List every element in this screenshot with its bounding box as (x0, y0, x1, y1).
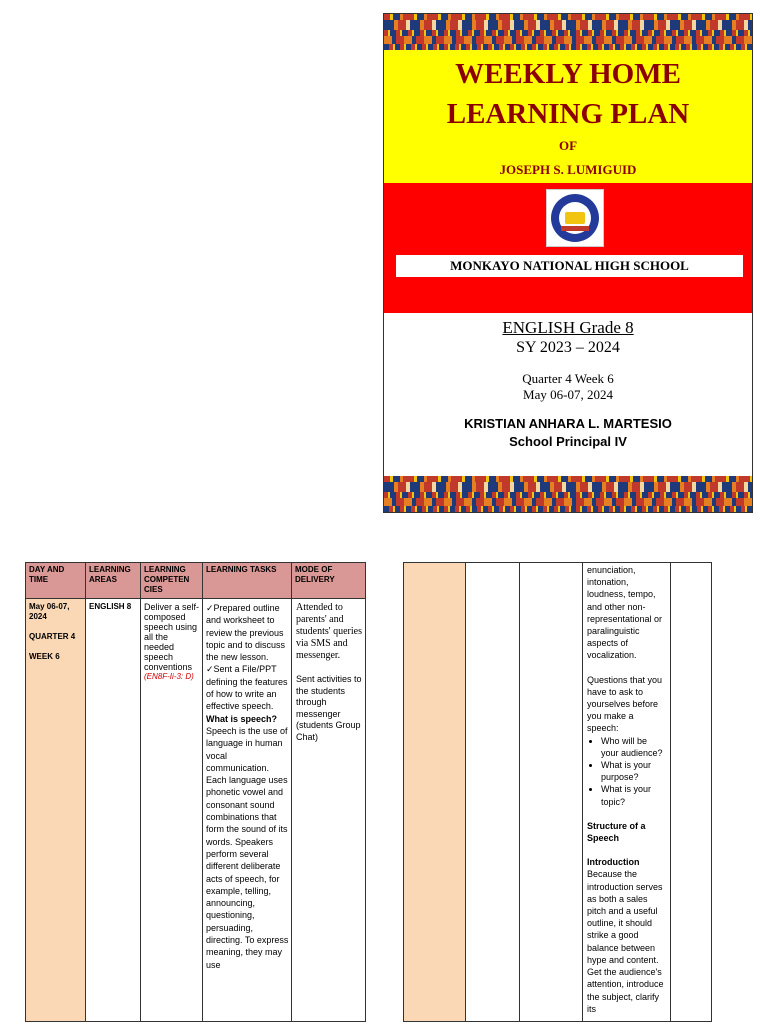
cover-title-line1: WEEKLY HOME (455, 58, 681, 90)
subject: ENGLISH Grade 8 (502, 318, 634, 337)
plan-table-page2 (403, 562, 712, 1022)
principal-name: KRISTIAN ANHARA L. MARTESIO (464, 416, 672, 431)
cover-school-block (384, 183, 752, 313)
introduction-heading: Introduction (587, 857, 640, 868)
tasks-cell (203, 600, 292, 973)
day-cell (26, 600, 86, 664)
header-competencies: LEARNING COMPETEN CIES (141, 563, 203, 599)
introduction-body: Because the introduction serves as both a sales pitch and a useful outline, it should strike a good balance between hype and content. Get the audience's attention, introduce the subject, clarify its (587, 869, 664, 1014)
school-name: MONKAYO NATIONAL HIGH SCHOOL (396, 255, 743, 277)
tasks-continued-cell (583, 563, 671, 1016)
top-ethnic-border (384, 14, 752, 50)
bottom-ethnic-border (384, 476, 752, 512)
questions-intro: Questions that you have to ask to yourselves before you make a speech: (587, 674, 663, 734)
teacher-name: JOSEPH S. LUMIGUID (499, 162, 637, 177)
competency-cell (141, 600, 203, 684)
delivery-column-continued (671, 563, 712, 1021)
question-item: • What is your purpose? (601, 759, 667, 783)
plan-table-page1 (25, 562, 366, 1022)
quarter-week: Quarter 4 Week 6 (522, 371, 614, 386)
school-year: SY 2023 – 2024 (516, 339, 620, 356)
day-week: WEEK 6 (29, 652, 60, 661)
question-item: • What is your topic? (601, 783, 667, 807)
header-day-time: DAY AND TIME (26, 563, 86, 599)
questions-list (587, 735, 667, 808)
principal-position: School Principal IV (509, 434, 627, 449)
cover-of: OF (558, 138, 578, 153)
header-learning-tasks: LEARNING TASKS (203, 563, 292, 599)
delivery-activities: Sent activities to the students through messenger (students Group Chat) (296, 674, 362, 742)
task-outline: ✓Prepared outline and worksheet to review the previous topic and to discuss the new lesson. (206, 603, 286, 663)
delivery-queries: Attended to parents' and students' queries via SMS and messenger. (296, 602, 362, 661)
day-column-continued (404, 563, 466, 1021)
cover-title-block (384, 50, 752, 183)
area-column (86, 563, 141, 1021)
question-item: • Who will be your audience? (601, 735, 667, 759)
task-ppt: ✓Sent a File/PPT defining the features of how to write an effective speech. (206, 664, 288, 712)
area-column-continued (466, 563, 520, 1021)
day-date: May 06-07, 2024 (29, 602, 70, 621)
competency-column-continued (520, 563, 583, 1021)
cover-info-block (384, 313, 752, 449)
cover-title-line2: LEARNING PLAN (446, 98, 690, 130)
speech-body: Speech is the use of language in human vocal communication. Each language uses phonetic vowel and consonant sound combinations that form the sound of its words. Speakers perform several different deliberate acts of speech, for example, telling, announcing, questioning, persuading, directing. To express meaning, they may use (206, 725, 289, 970)
area-cell: ENGLISH 8 (89, 602, 132, 611)
delivery-cell (292, 600, 366, 745)
cover-date: May 06-07, 2024 (523, 387, 613, 402)
structure-heading: Structure of a Speech (587, 820, 646, 844)
header-learning-areas: LEARNING AREAS (86, 563, 141, 599)
day-quarter: QUARTER 4 (29, 632, 76, 641)
competency-text: Deliver a self-composed speech using all the needed speech conventions (144, 602, 200, 672)
header-mode-delivery: MODE OF DELIVERY (292, 563, 366, 599)
speech-heading: What is speech? (206, 713, 278, 724)
cover-page (383, 13, 753, 513)
school-seal-icon (546, 189, 604, 247)
competency-code: (EN8F-Ii-3: D) (144, 672, 194, 681)
vocalization-text: enunciation, intonation, loudness, tempo, and other non-representational or paralinguistic aspects of vocalization. (587, 565, 663, 661)
